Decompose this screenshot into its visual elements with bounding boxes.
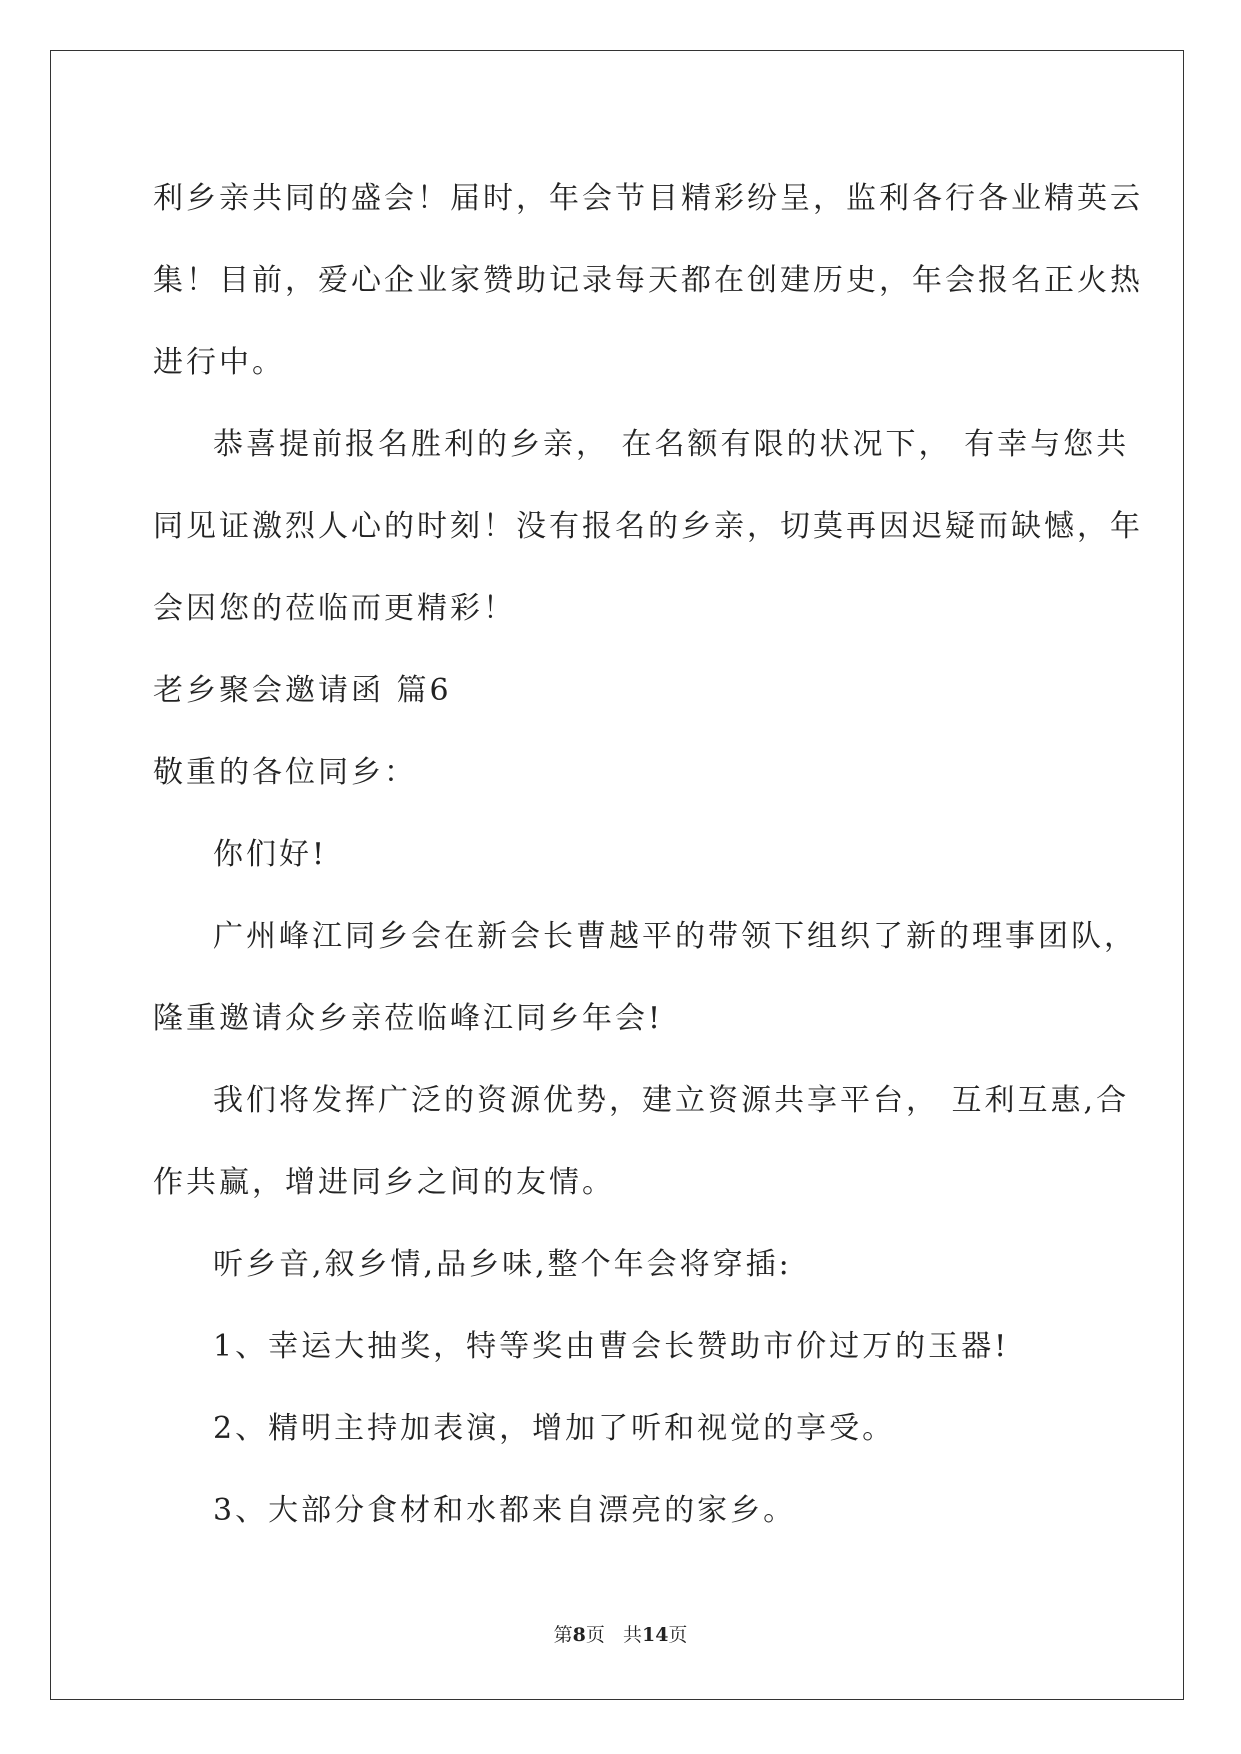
- greeting: 你们好!: [213, 837, 328, 872]
- document-body: [153, 158, 1143, 1552]
- total-pages: 14: [641, 1624, 669, 1646]
- text-line-12: 我们将发挥广泛的资源优势，建立资源共享平台， 互利互惠,合: [213, 1083, 1130, 1118]
- text-line-11: 隆重邀请众乡亲莅临峰江同乡年会!: [153, 1001, 664, 1036]
- section-heading: 老乡聚会邀请函 篇6: [153, 673, 452, 708]
- text-line-10: 广州峰江同乡会在新会长曹越平的带领下组织了新的理事团队，: [213, 919, 1137, 954]
- text-line-1: 利乡亲共同的盛会！届时，年会节目精彩纷呈，监利各行各业精英云: [153, 181, 1143, 216]
- page-number: 8: [572, 1624, 586, 1646]
- text-line-2: 集！目前，爱心企业家赞助记录每天都在创建历史，年会报名正火热: [153, 263, 1143, 298]
- total-prefix: 共: [622, 1624, 642, 1646]
- text-line-6: 会因您的莅临而更精彩！: [153, 591, 516, 626]
- text-line-14: 听乡音,叙乡情,品乡味,整个年会将穿插:: [213, 1247, 792, 1282]
- text-line-3: 进行中。: [153, 345, 285, 380]
- page-prefix: 第: [553, 1624, 573, 1646]
- text-line-5: 同见证激烈人心的时刻！没有报名的乡亲，切莫再因迟疑而缺憾，年: [153, 509, 1143, 544]
- page-footer: [0, 1620, 1241, 1647]
- list-item-3: 3、大部分食材和水都来自漂亮的家乡。: [213, 1493, 797, 1528]
- list-item-1: 1、幸运大抽奖，特等奖由曹会长赞助市价过万的玉器!: [213, 1329, 1010, 1364]
- list-item-2: 2、精明主持加表演，增加了听和视觉的享受。: [213, 1411, 896, 1446]
- text-line-13: 作共赢，增进同乡之间的友情。: [153, 1165, 615, 1200]
- text-line-4: 恭喜提前报名胜利的乡亲， 在名额有限的状况下， 有幸与您共: [213, 427, 1130, 462]
- salutation: 敬重的各位同乡：: [153, 755, 417, 790]
- page-suffix: 页: [585, 1624, 605, 1646]
- total-suffix: 页: [668, 1624, 688, 1646]
